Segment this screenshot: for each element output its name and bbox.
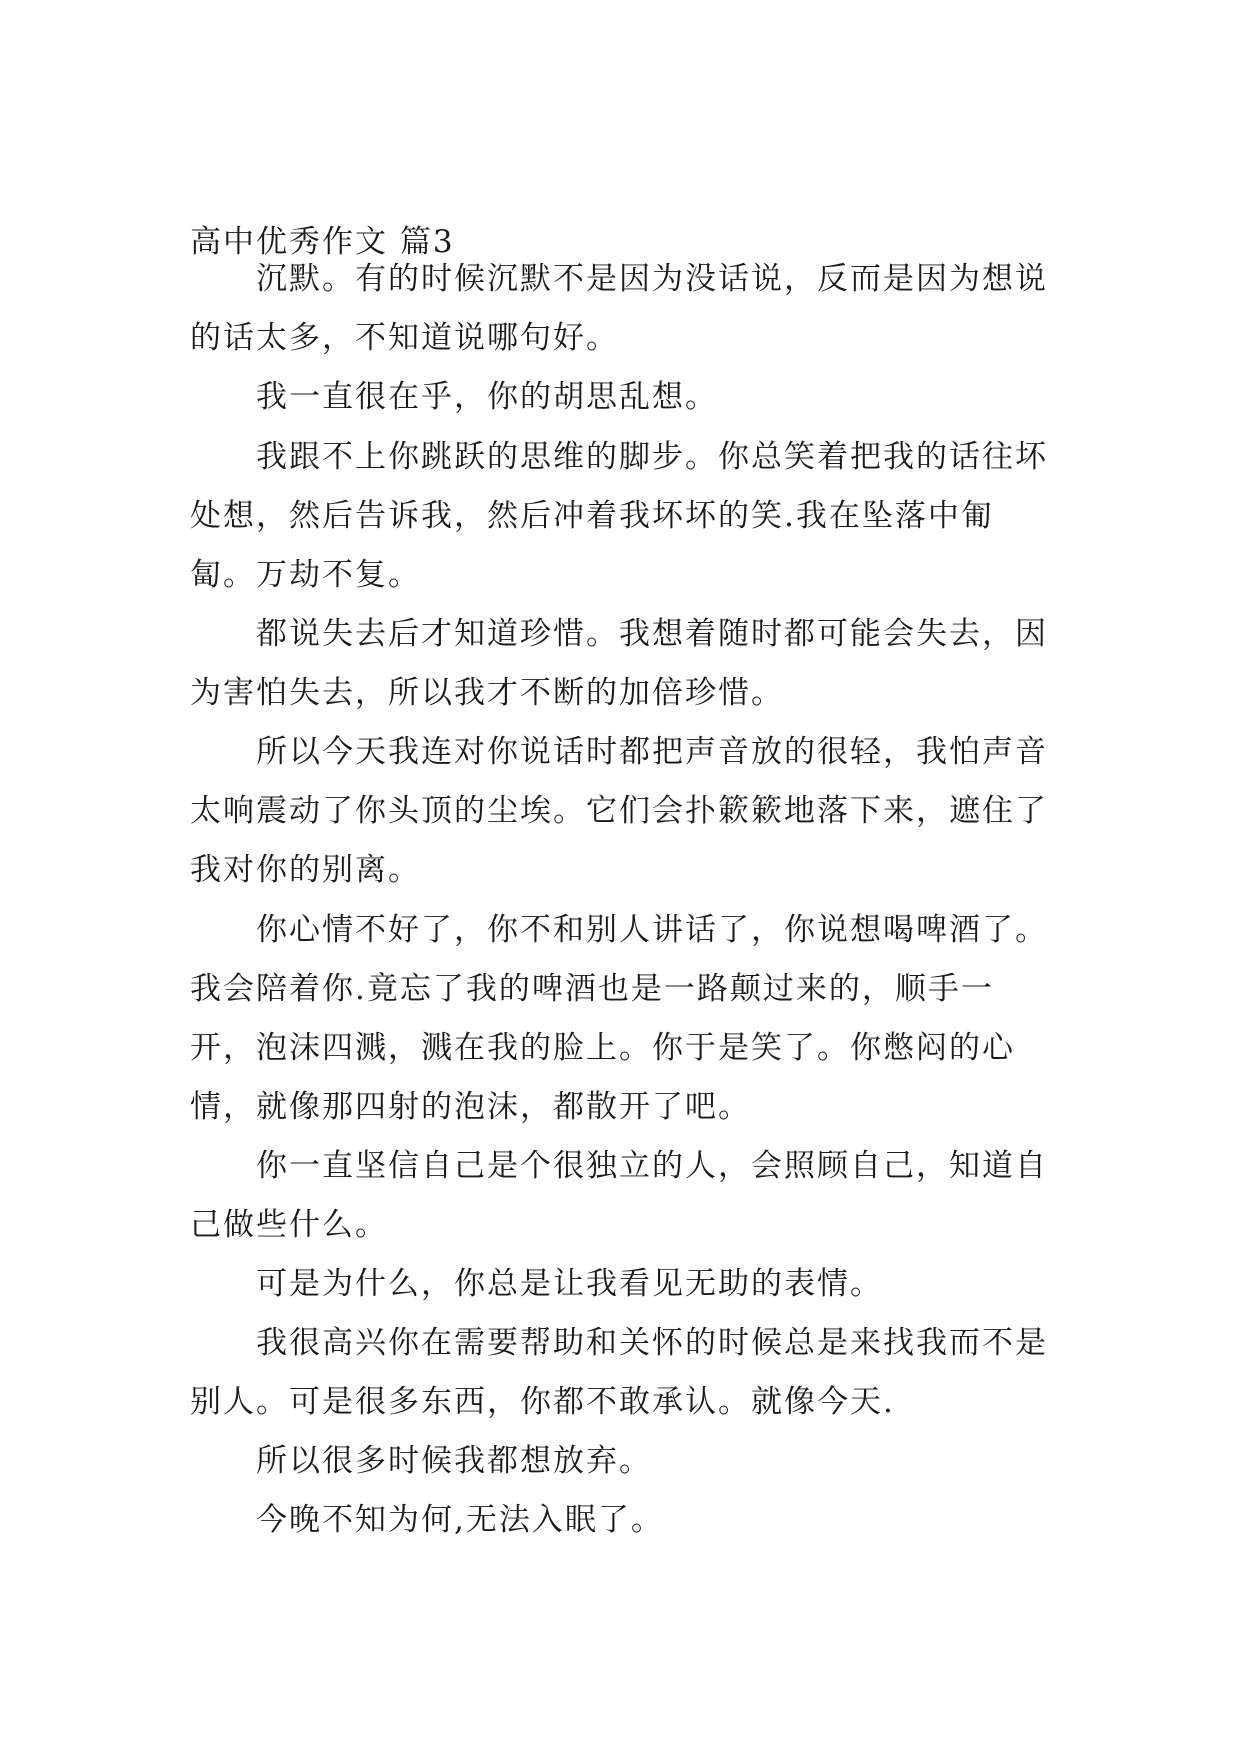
paragraph-10: 所以很多时候我都想放弃。 xyxy=(256,1443,652,1479)
paragraph-3: 我跟不上你跳跃的思维的脚步。你总笑着把我的话往坏处想，然后告诉我，然后冲着我坏坏的笑.我在坠落中匍匐。万劫不复。 xyxy=(190,439,1048,593)
paragraph-4: 都说失去后才知道珍惜。我想着随时都可能会失去，因为害怕失去，所以我才不断的加倍珍惜。 xyxy=(190,616,1048,711)
paragraph-6: 你心情不好了，你不和别人讲话了，你说想喝啤酒了。我会陪着你.竟忘了我的啤酒也是一路颠过来的，顺手一开，泡沫四溅，溅在我的脸上。你于是笑了。你憋闷的心情，就像那四射的泡沫，都散开了吧。 xyxy=(190,912,1048,1125)
paragraph-5: 所以今天我连对你说话时都把声音放的很轻，我怕声音太响震动了你头顶的尘埃。它们会扑簌簌地落下来，遮住了我对你的别离。 xyxy=(190,734,1048,888)
essay-title: 高中优秀作文 篇3 xyxy=(190,224,455,260)
paragraph-1: 沉默。有的时候沉默不是因为没话说，反而是因为想说的话太多，不知道说哪句好。 xyxy=(190,261,1048,356)
paragraph-7: 你一直坚信自己是个很独立的人，会照顾自己，知道自己做些什么。 xyxy=(190,1148,1048,1243)
paragraph-8: 可是为什么，你总是让我看见无助的表情。 xyxy=(256,1266,883,1302)
paragraph-9: 我很高兴你在需要帮助和关怀的时候总是来找我而不是别人。可是很多东西，你都不敢承认。就像今天. xyxy=(190,1325,1048,1420)
paragraph-11: 今晚不知为何,无法入眠了。 xyxy=(256,1502,664,1538)
paragraph-2: 我一直很在乎，你的胡思乱想。 xyxy=(256,379,718,415)
